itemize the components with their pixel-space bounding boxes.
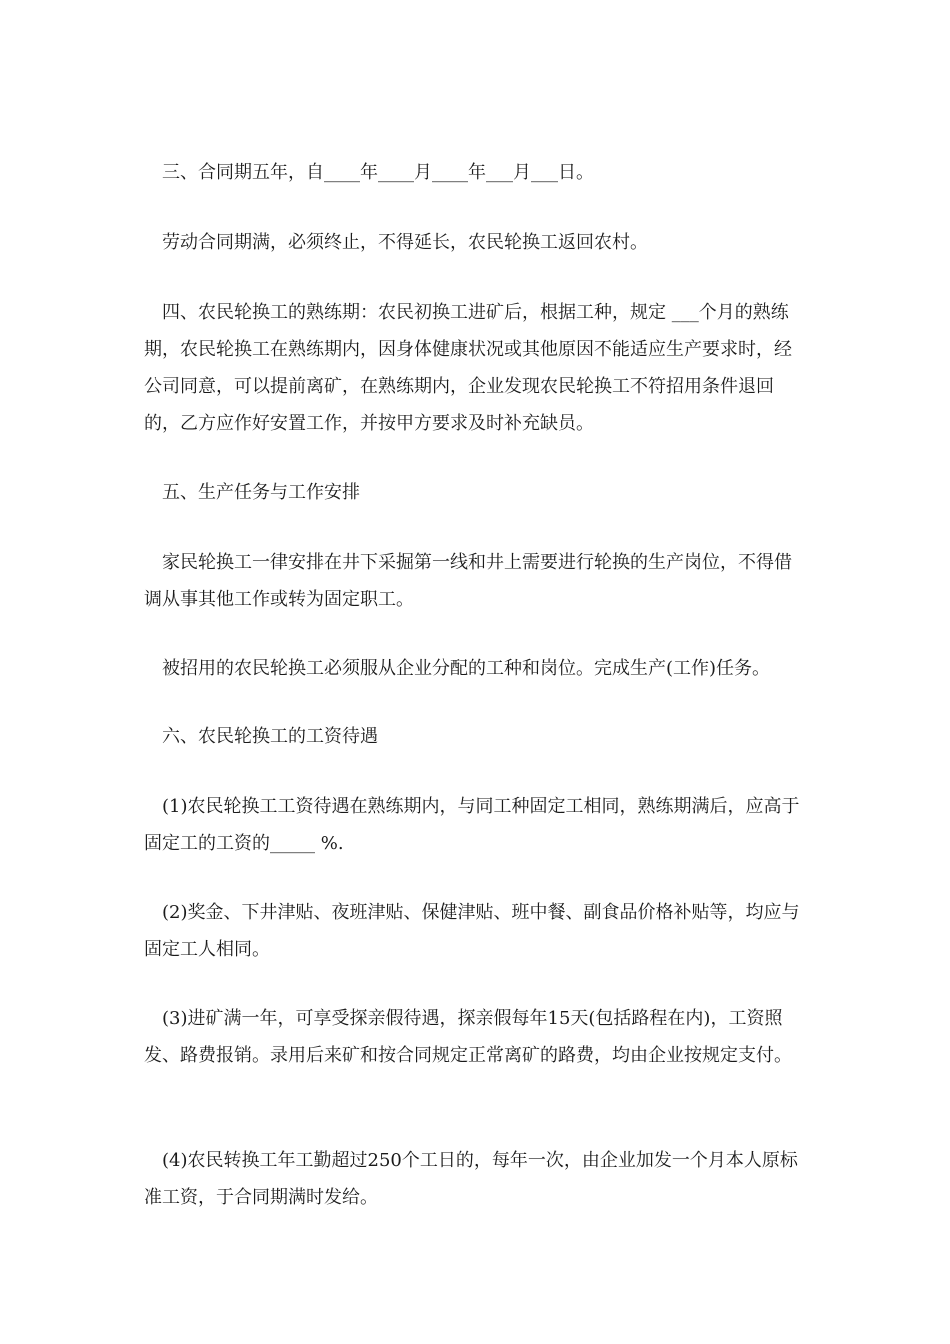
section-heading-production-tasks: 五、生产任务与工作安排 xyxy=(144,482,360,503)
paragraph-wage-item-3: (3)进矿满一年，可享受探亲假待遇，探亲假每年15天(包括路程在内)，工资照发、路费报销。录用后来矿和按合同规定正常离矿的路费，均由企业按规定支付。 xyxy=(144,1008,792,1066)
section-heading-wages: 六、农民轮换工的工资待遇 xyxy=(144,726,378,747)
paragraph-wage-item-4: (4)农民转换工年工勤超过250个工日的，每年一次，由企业加发一个月本人原标准工资，于合同期满时发给。 xyxy=(144,1150,798,1208)
paragraph-wage-item-2: (2)奖金、下井津贴、夜班津贴、保健津贴、班中餐、副食品价格补贴等，均应与固定工人相同。 xyxy=(144,902,800,960)
paragraph-contract-expiry: 劳动合同期满，必须终止，不得延长，农民轮换工返回农村。 xyxy=(144,232,648,253)
paragraph-work-arrangement: 家民轮换工一律安排在井下采掘第一线和井上需要进行轮换的生产岗位，不得借调从事其他工作或转为固定职工。 xyxy=(144,552,792,610)
paragraph-probation-period: 四、农民轮换工的熟练期：农民初换工进矿后，根据工种，规定 ___个月的熟练期，农民轮换工在熟练期内，因身体健康状况或其他原因不能适应生产要求时，经公司同意，可以提前离矿，在熟练期内，企业发现农民轮换工不符招用条件退回的，乙方应作好安置工作，并按甲方要求及时补充缺员。 xyxy=(144,302,792,434)
paragraph-contract-term: 三、合同期五年，自____年____月____年___月___日。 xyxy=(144,162,594,183)
paragraph-job-assignment: 被招用的农民轮换工必须服从企业分配的工种和岗位。完成生产(工作)任务。 xyxy=(144,658,771,679)
paragraph-wage-item-1: (1)农民轮换工工资待遇在熟练期内，与同工种固定工相同，熟练期满后，应高于固定工的工资的_____ %. xyxy=(144,796,800,854)
